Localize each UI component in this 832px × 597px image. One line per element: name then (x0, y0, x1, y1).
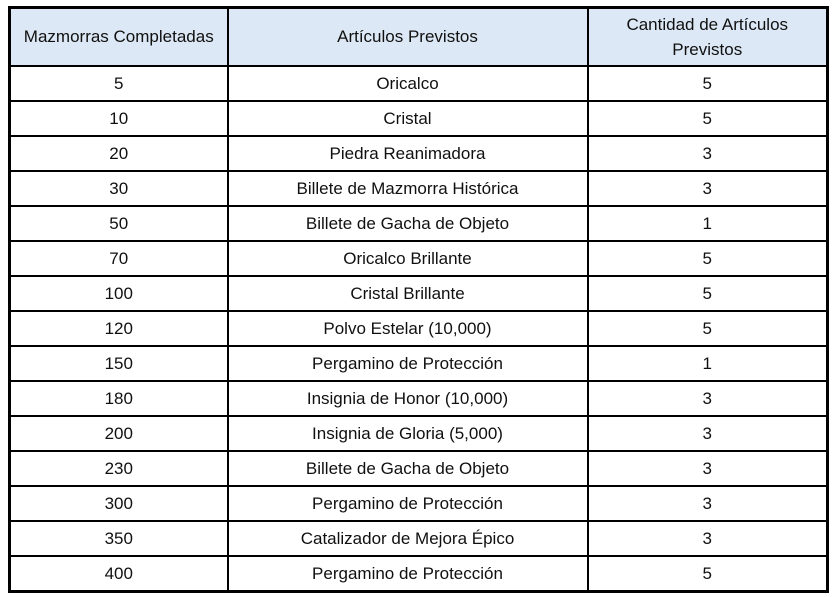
expected-quantity-cell: 3 (588, 136, 828, 171)
expected-item-cell: Oricalco Brillante (228, 241, 588, 276)
table-row (10, 101, 828, 136)
dungeons-completed-cell: 20 (10, 136, 228, 171)
column-header-dungeons-completed: Mazmorras Completadas (10, 8, 228, 67)
expected-quantity-cell: 1 (588, 206, 828, 241)
expected-item-cell: Pergamino de Protección (228, 486, 588, 521)
dungeons-completed-cell: 400 (10, 556, 228, 592)
dungeons-completed-cell: 120 (10, 311, 228, 346)
expected-quantity-cell: 3 (588, 381, 828, 416)
expected-item-cell: Polvo Estelar (10,000) (228, 311, 588, 346)
dungeons-completed-cell: 50 (10, 206, 228, 241)
expected-item-cell: Insignia de Honor (10,000) (228, 381, 588, 416)
dungeons-completed-cell: 150 (10, 346, 228, 381)
expected-quantity-cell: 5 (588, 241, 828, 276)
dungeons-completed-cell: 180 (10, 381, 228, 416)
expected-item-cell: Pergamino de Protección (228, 556, 588, 592)
table-row (10, 136, 828, 171)
dungeons-completed-cell: 100 (10, 276, 228, 311)
expected-quantity-cell: 5 (588, 66, 828, 101)
column-header-expected-quantity: Cantidad de Artículos Previstos (588, 8, 828, 67)
expected-item-cell: Insignia de Gloria (5,000) (228, 416, 588, 451)
expected-quantity-cell: 5 (588, 101, 828, 136)
expected-quantity-cell: 3 (588, 486, 828, 521)
table-row (10, 381, 828, 416)
expected-item-cell: Billete de Gacha de Objeto (228, 206, 588, 241)
expected-quantity-cell: 3 (588, 451, 828, 486)
table-row (10, 206, 828, 241)
expected-quantity-cell: 3 (588, 171, 828, 206)
expected-item-cell: Pergamino de Protección (228, 346, 588, 381)
expected-quantity-cell: 5 (588, 556, 828, 592)
table-body (10, 66, 828, 592)
dungeons-completed-cell: 5 (10, 66, 228, 101)
table-row (10, 416, 828, 451)
expected-quantity-cell: 3 (588, 521, 828, 556)
table-row (10, 171, 828, 206)
table-row (10, 66, 828, 101)
expected-quantity-cell: 1 (588, 346, 828, 381)
dungeons-completed-cell: 70 (10, 241, 228, 276)
dungeons-completed-cell: 30 (10, 171, 228, 206)
table-row (10, 521, 828, 556)
table-row (10, 451, 828, 486)
table-row (10, 556, 828, 592)
expected-quantity-cell: 5 (588, 311, 828, 346)
table-row (10, 311, 828, 346)
expected-item-cell: Billete de Mazmorra Histórica (228, 171, 588, 206)
dungeons-completed-cell: 350 (10, 521, 228, 556)
table-row (10, 241, 828, 276)
dungeons-completed-cell: 10 (10, 101, 228, 136)
expected-item-cell: Catalizador de Mejora Épico (228, 521, 588, 556)
column-header-expected-items: Artículos Previstos (228, 8, 588, 67)
expected-quantity-cell: 5 (588, 276, 828, 311)
expected-item-cell: Cristal (228, 101, 588, 136)
expected-item-cell: Oricalco (228, 66, 588, 101)
dungeons-completed-cell: 200 (10, 416, 228, 451)
table-row (10, 276, 828, 311)
table-row (10, 346, 828, 381)
table-row (10, 486, 828, 521)
expected-quantity-cell: 3 (588, 416, 828, 451)
rewards-table (8, 6, 829, 593)
expected-item-cell: Piedra Reanimadora (228, 136, 588, 171)
expected-item-cell: Billete de Gacha de Objeto (228, 451, 588, 486)
expected-item-cell: Cristal Brillante (228, 276, 588, 311)
dungeons-completed-cell: 300 (10, 486, 228, 521)
dungeons-completed-cell: 230 (10, 451, 228, 486)
header-row (10, 8, 828, 67)
